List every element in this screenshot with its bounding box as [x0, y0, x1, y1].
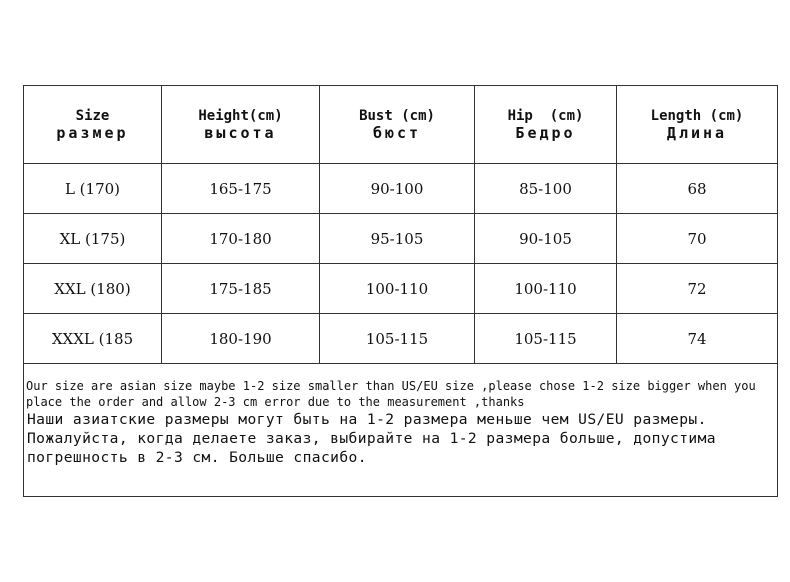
header-hip-ru: Бедро [515, 123, 576, 142]
header-size-en: Size [75, 107, 110, 124]
header-length-en: Length (cm) [650, 107, 744, 124]
cell-length: 68 [617, 164, 778, 214]
header-height-en: Height(cm) [198, 107, 283, 124]
header-length-ru: Длина [666, 123, 728, 142]
cell-hip: 100-110 [475, 264, 617, 314]
header-bust-ru: бюст [372, 123, 422, 142]
cell-size: L (170) [24, 164, 162, 214]
cell-length: 72 [617, 264, 778, 314]
header-bust [320, 86, 475, 164]
cell-size: XXXL (185 [24, 314, 162, 364]
header-hip [475, 86, 617, 164]
cell-height: 165-175 [162, 164, 320, 214]
cell-size: XL (175) [24, 214, 162, 264]
header-size-ru: размер [56, 123, 129, 142]
table-row [24, 264, 778, 314]
size-note-russian: Наши азиатские размеры могут быть на 1-2 размера меньше чем US/EU размеры. Пожалуйста, когда делаете заказ, выбирайте на 1-2 размера больше, допустима погрешность в 2-3 см. Больше спасибо. [27, 411, 726, 466]
table-row [24, 314, 778, 364]
cell-bust: 100-110 [320, 264, 475, 314]
size-note-english: Our size are asian size maybe 1-2 size smaller than US/EU size ,please chose 1-2 size bigger when you place the order and allow 2-3 cm error due to the measurement ,thanks [26, 379, 763, 409]
header-bust-en: Bust (cm) [359, 107, 435, 124]
header-height-ru: высота [204, 123, 277, 142]
cell-bust: 90-100 [320, 164, 475, 214]
header-height [162, 86, 320, 164]
table-row [24, 164, 778, 214]
cell-hip: 90-105 [475, 214, 617, 264]
cell-hip: 85-100 [475, 164, 617, 214]
cell-length: 70 [617, 214, 778, 264]
cell-hip: 105-115 [475, 314, 617, 364]
cell-bust: 105-115 [320, 314, 475, 364]
size-note [24, 364, 778, 497]
cell-size: XXL (180) [24, 264, 162, 314]
header-size [24, 86, 162, 164]
cell-height: 175-185 [162, 264, 320, 314]
cell-height: 180-190 [162, 314, 320, 364]
cell-length: 74 [617, 314, 778, 364]
note-row [24, 364, 778, 497]
header-hip-en: Hip (cm) [507, 107, 584, 124]
header-row [24, 86, 778, 164]
header-length [617, 86, 778, 164]
table-row [24, 214, 778, 264]
cell-height: 170-180 [162, 214, 320, 264]
cell-bust: 95-105 [320, 214, 475, 264]
size-chart-table [23, 85, 778, 497]
